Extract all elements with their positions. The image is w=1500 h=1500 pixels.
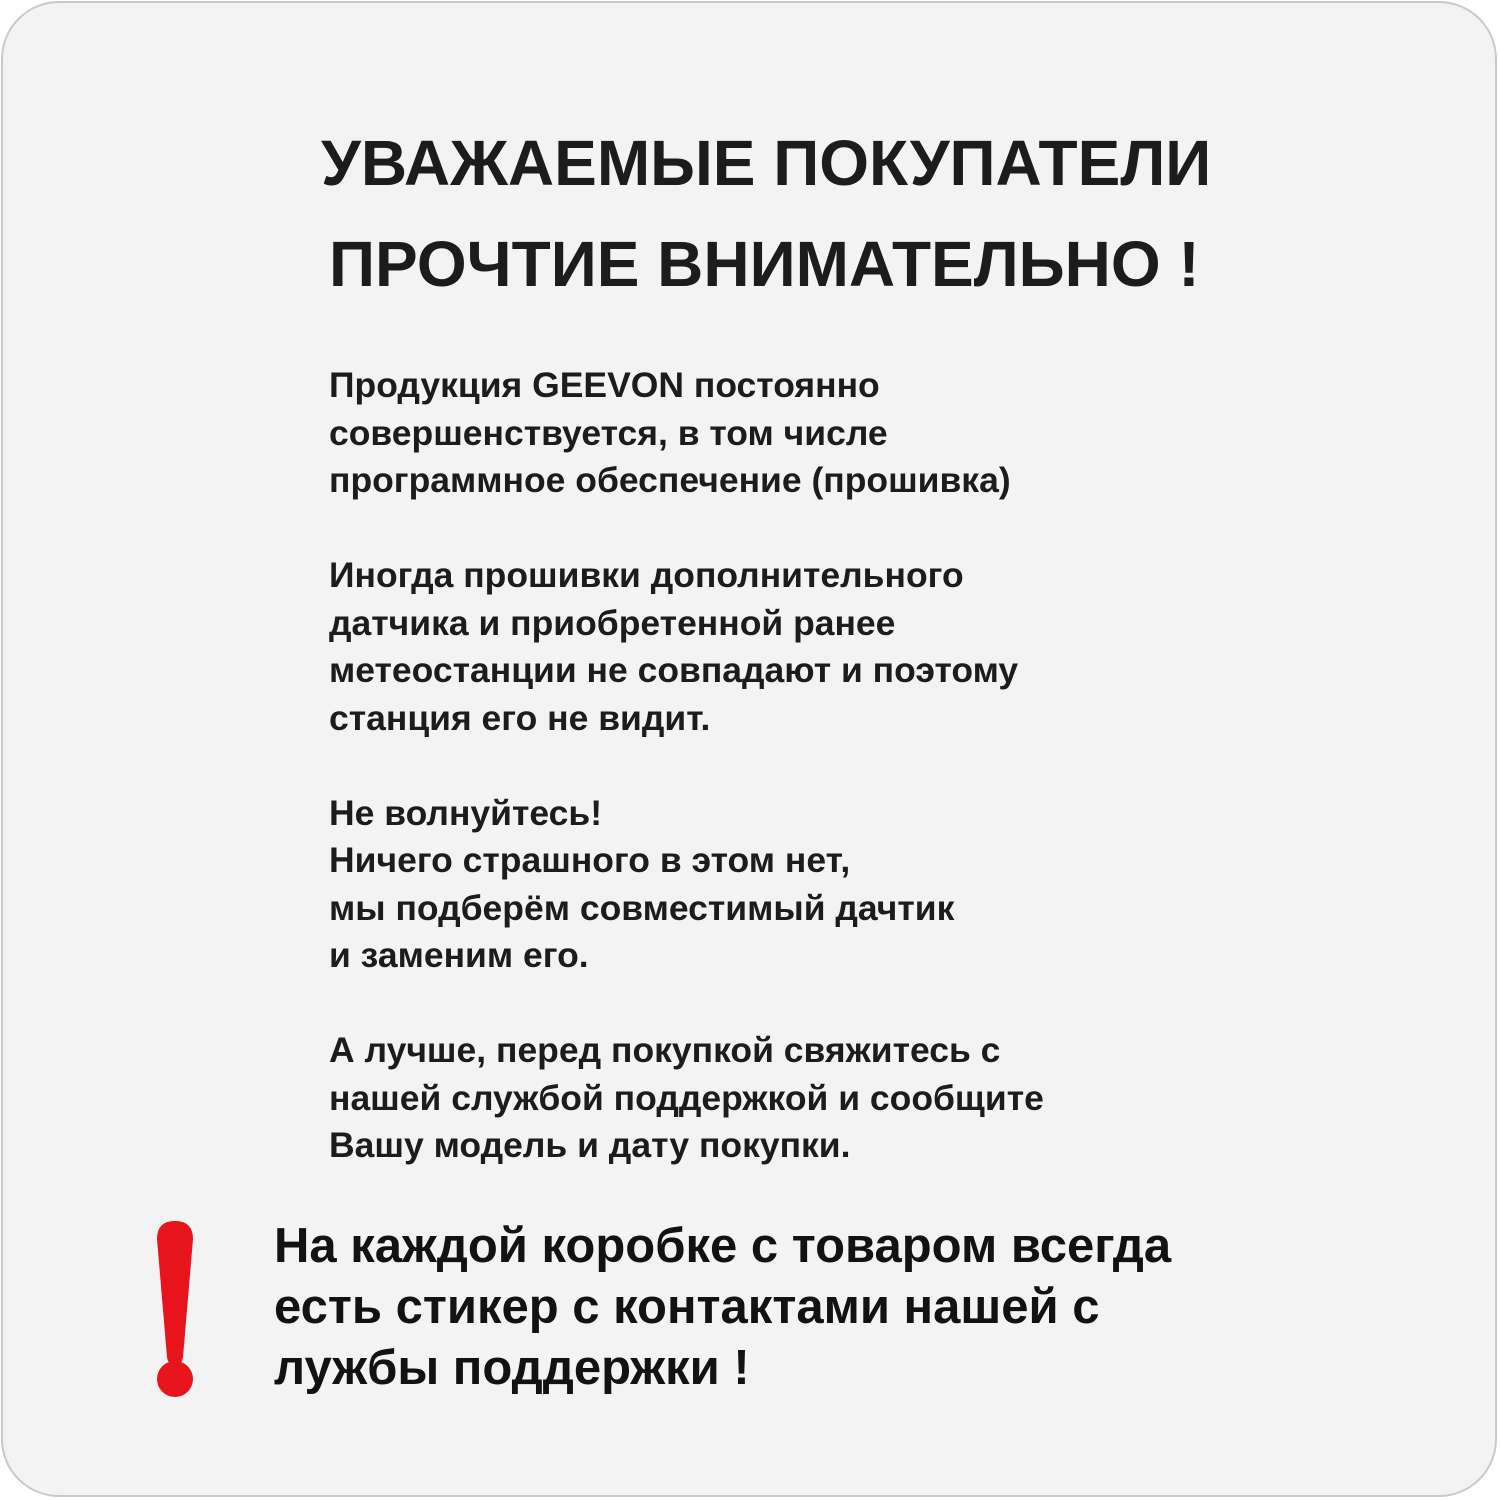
paragraph-line: и заменим его. — [329, 935, 589, 975]
notice-line: лужбы поддержки ! — [274, 1341, 750, 1395]
body-text — [329, 362, 1329, 1217]
paragraph-line: Иногда прошивки дополнительного — [329, 555, 964, 595]
paragraph-line: программное обеспечение (прошивка) — [329, 460, 1011, 500]
notice-line: есть стикер с контактами нашей с — [274, 1280, 1100, 1334]
paragraph-line: мы подберём совместимый дачтик — [329, 887, 955, 928]
paragraph-line: совершенствуется, в том числе — [329, 412, 888, 453]
paragraph-line: Не волнуйтесь! — [329, 792, 603, 833]
paragraph-contact-support — [329, 1027, 1329, 1170]
paragraph-line: датчика и приобретенной ранее — [329, 602, 896, 643]
notice-card — [1, 1, 1497, 1497]
paragraph-firmware — [329, 362, 1329, 505]
notice-line: На каждой коробке с товаром всегда — [274, 1219, 1172, 1273]
paragraph-mismatch — [329, 552, 1329, 742]
paragraph-line: станция его не видит. — [329, 697, 711, 738]
paragraph-reassurance — [329, 790, 1329, 980]
exclamation-icon — [153, 1219, 197, 1399]
paragraph-line: Вашу модель и дату покупки. — [329, 1125, 851, 1165]
paragraph-line: Продукция GEEVON постоянно — [329, 365, 880, 405]
heading-line-1: УВАЖАЕМЫЕ ПОКУПАТЕЛИ — [321, 127, 1212, 199]
heading-line-2: ПРОЧТИЕ ВНИМАТЕЛЬНО ! — [329, 228, 1200, 300]
paragraph-line: А лучше, перед покупкой свяжитесь с — [329, 1030, 1001, 1070]
paragraph-line: Ничего страшного в этом нет, — [329, 840, 851, 880]
support-sticker-notice — [274, 1216, 1374, 1399]
paragraph-line: нашей службой поддержкой и сообщите — [329, 1077, 1044, 1118]
paragraph-line: метеостанции не совпадают и поэтому — [329, 650, 1019, 690]
